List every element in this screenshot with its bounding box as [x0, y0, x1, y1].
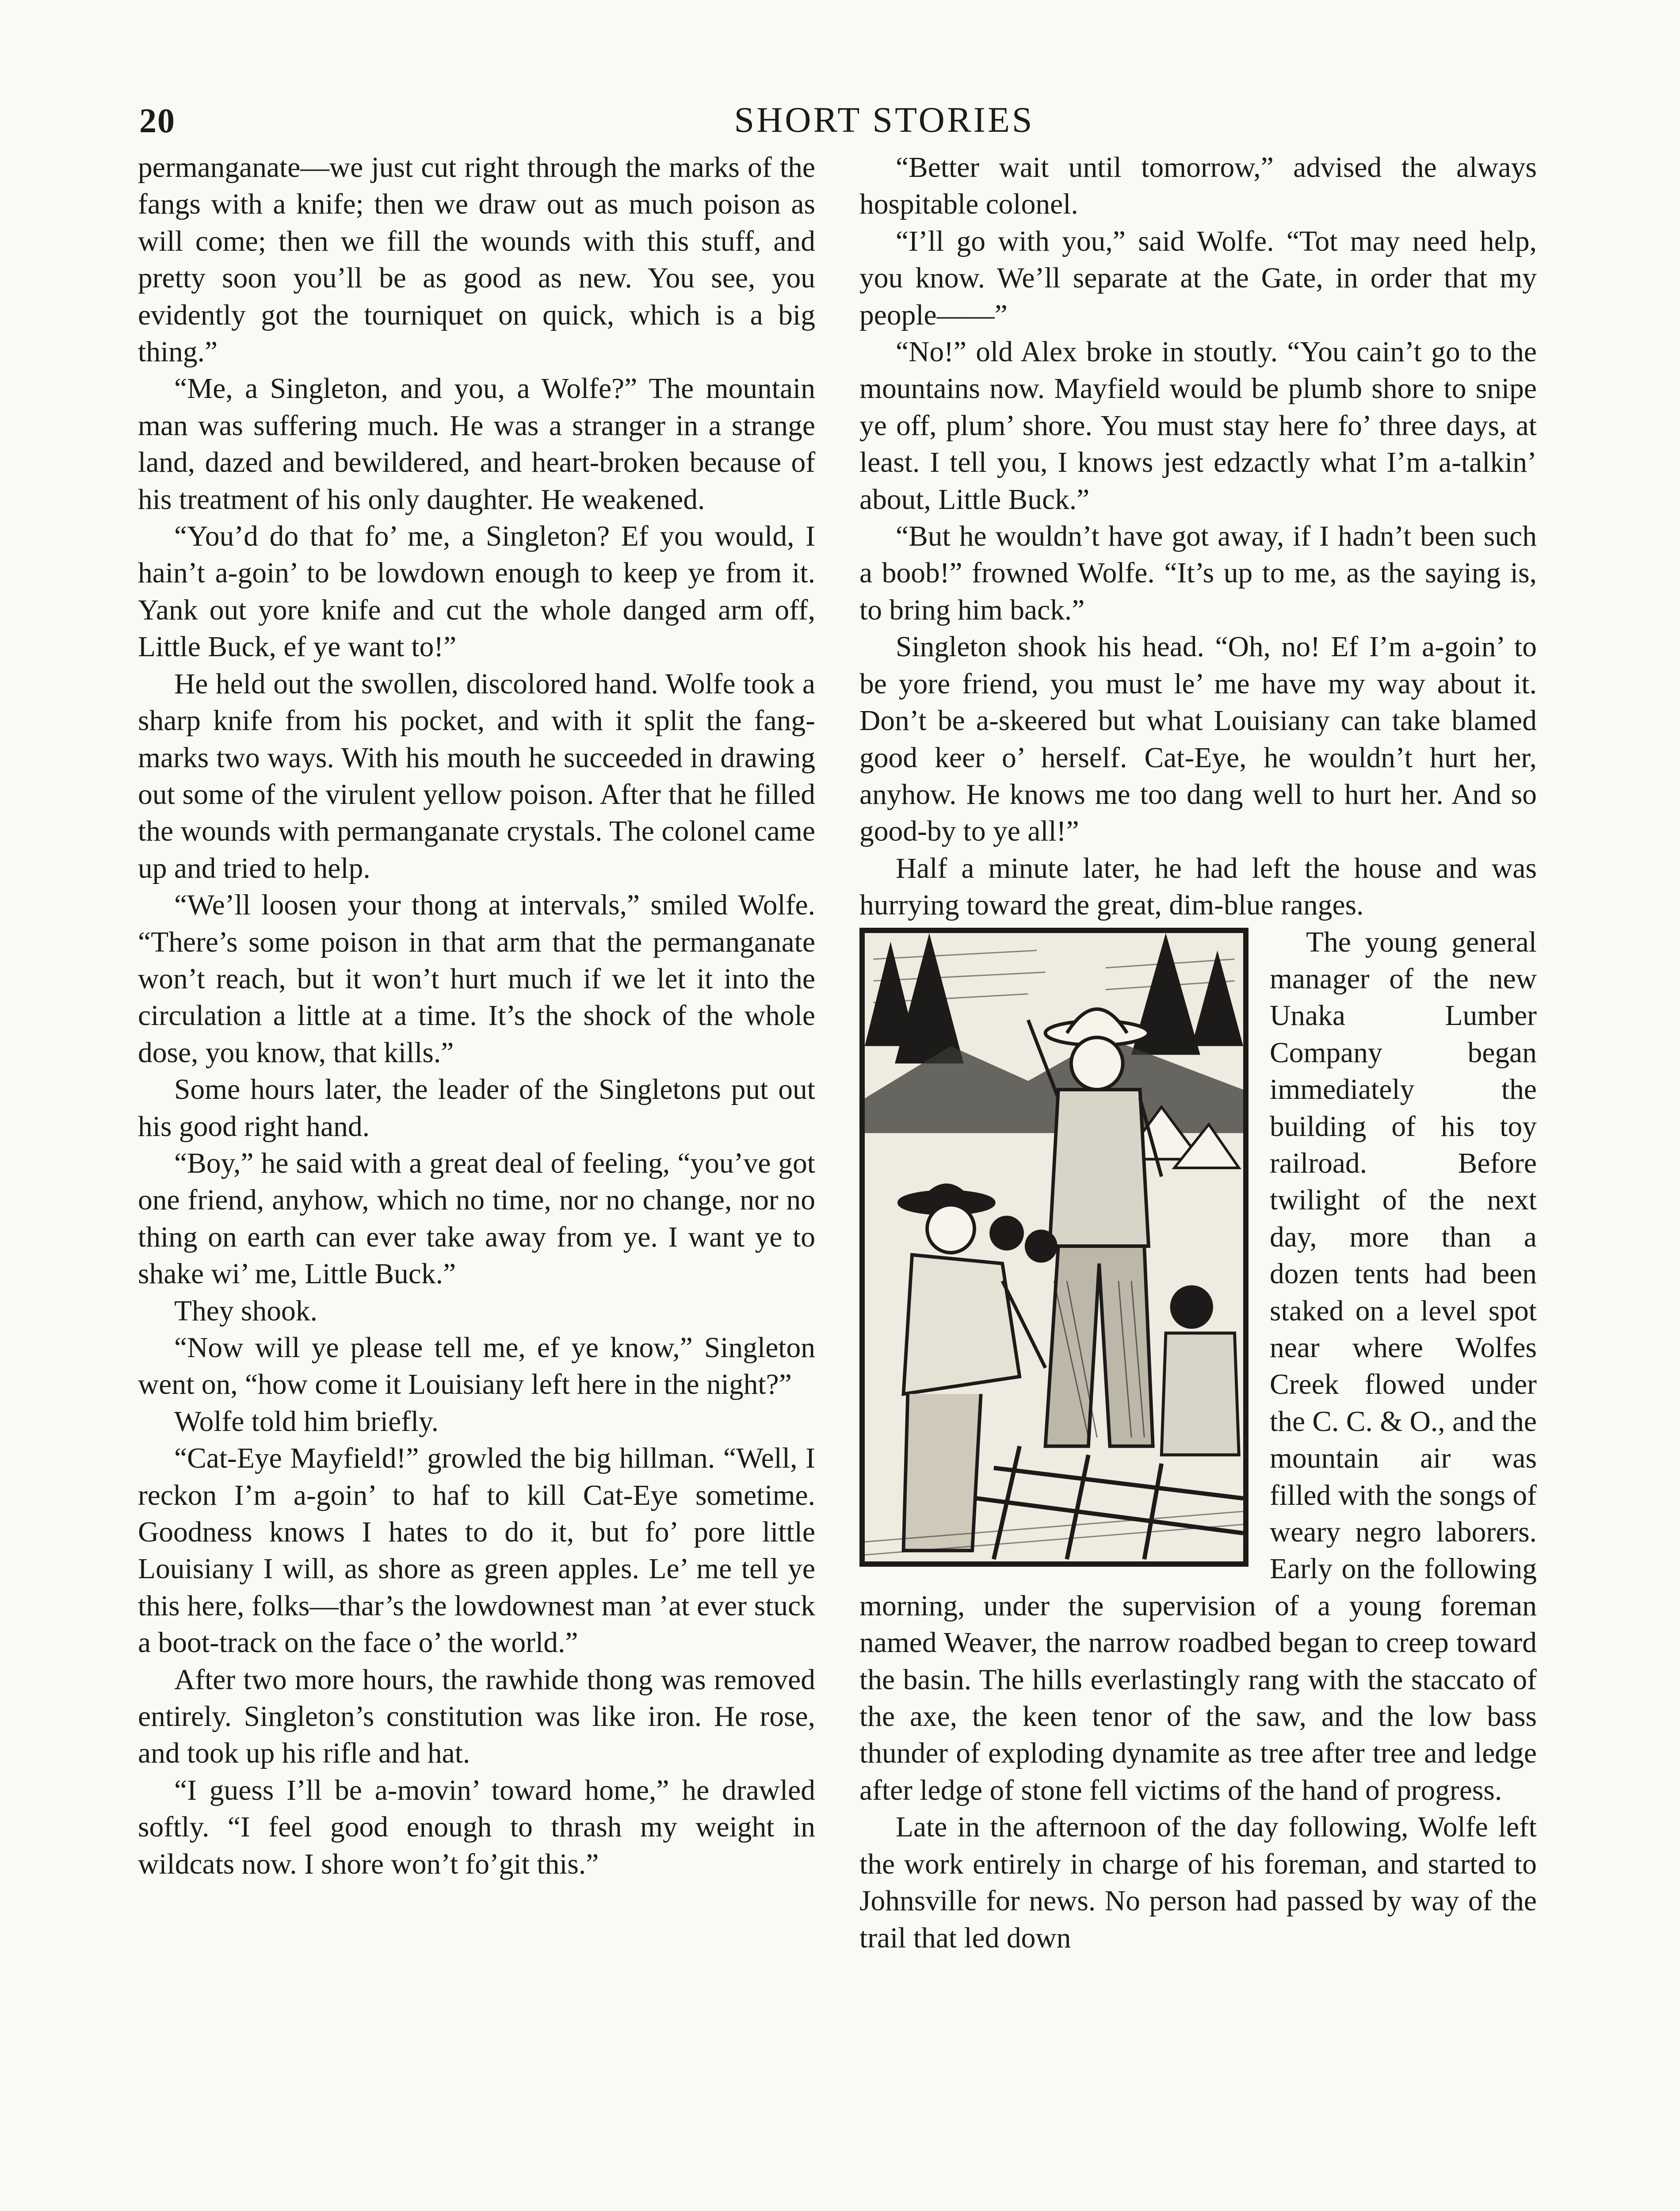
paragraph: “Boy,” he said with a great deal of feeling, “you’ve got one friend, anyhow, which no time, nor no change, nor no thing on earth can ever take away from ye. I want ye to shake wi’ me, Little Buck.” — [138, 1147, 815, 1290]
paragraph: “You’d do that fo’ me, a Singleton? Ef you would, I hain’t a-goin’ to be lowdown enough to keep ye from it. Yank out yore knife and cut the whole danged arm off, Little Buck, ef ye want to!” — [138, 520, 815, 663]
paragraph: “I’ll go with you,” said Wolfe. “Tot may need help, you know. We’ll separate at the Gate, in order that my people——” — [859, 225, 1537, 331]
paragraph: “But he wouldn’t have got away, if I hadn’t been such a boob!” frowned Wolfe. “It’s up to me, as the saying is, to bring him back.” — [859, 520, 1537, 626]
paragraph: “Now will ye please tell me, ef ye know,” Singleton went on, “how come it Louisiany left here in the night?” — [138, 1332, 815, 1401]
paragraph: Half a minute later, he had left the house and was hurrying toward the great, dim-blue ranges. — [859, 852, 1537, 922]
paragraph: They shook. — [174, 1295, 317, 1327]
paragraph: “Me, a Singleton, and you, a Wolfe?” The mountain man was suffering much. He was a stranger in a strange land, dazed and bewildered, and heart-broken because of his treatment of his only daughter. He weakened. — [138, 373, 815, 516]
paragraph: The young general manager of the new Unaka Lumber Company began immediately the building of his toy railroad. Before twilight of the next day, more than a dozen tents had been staked on a level spot near where Wolfes Creek flowed under the C. C. & O., and the mountain air was filled with the songs of weary negro laborers. Early on the following morning, under the supervision of a young foreman named Weaver, the narrow roadbed began to creep toward the basin. The hills everlastingly rang with the staccato of the axe, the keen tenor of the saw, and the low bass thunder of exploding dynamite as tree after tree and ledge after ledge of stone fell victims of the hand of progress. — [859, 926, 1537, 1806]
paragraph: He held out the swollen, discolored hand. Wolfe took a sharp knife from his pocket, and with it split the fang-marks two ways. With his mouth he succeeded in drawing out some of the virulent yellow poison. After that he filled the wounds with permanganate crystals. The colonel came up and tried to help. — [138, 668, 815, 884]
paragraph: After two more hours, the rawhide thong was removed entirely. Singleton’s constitution was like iron. He rose, and took up his rifle and hat. — [138, 1664, 815, 1770]
paragraph: permanganate—we just cut right through the marks of the fangs with a knife; then we draw out as much poison as will come; then we fill the wounds with this stuff, and pretty soon you’ll be as good as new. You see, you evidently got the tourniquet on quick, which is a big thing.” — [138, 152, 815, 368]
paragraph: Some hours later, the leader of the Singletons put out his good right hand. — [138, 1074, 815, 1143]
right-column — [859, 149, 1537, 1957]
illustration-drawing — [865, 933, 1243, 1561]
paragraph: “No!” old Alex broke in stoutly. “You cain’t go to the mountains now. Mayfield would be plumb shore to snipe ye off, plum’ shore. You must stay here fo’ three days, at least. I tell you, I knows jest edzactly what I’m a-talkin’ about, Little Buck.” — [859, 336, 1537, 516]
left-column — [138, 149, 815, 1883]
paragraph: “I guess I’ll be a-movin’ toward home,” he drawled softly. “I feel good enough to thrash my weight in wildcats now. I shore won’t fo’git this.” — [138, 1774, 815, 1880]
paragraph: “Better wait until tomorrow,” advised the always hospitable colonel. — [859, 152, 1537, 221]
paragraph: Late in the afternoon of the day following, Wolfe left the work entirely in charge of his foreman, and started to Johnsville for news. No person had passed by way of the trail that led down — [859, 1811, 1537, 1954]
paragraph: Singleton shook his head. “Oh, no! Ef I’m a-goin’ to be yore friend, you must le’ me have my way about it. Don’t be a-skeered but what Louisiany can take blamed good keer o’ herself. Cat-Eye, he wouldn’t hurt her, anyhow. He knows me too dang well to hurt her. And so good-by to ye all!” — [859, 631, 1537, 848]
paragraph: “We’ll loosen your thong at intervals,” smiled Wolfe. “There’s some poison in that arm that the permanganate won’t reach, but it won’t hurt much if we let it into the circulation a little at a time. It’s the shock of the whole dose, you know, that kills.” — [138, 889, 815, 1069]
story-illustration — [859, 928, 1249, 1567]
paragraph: Wolfe told him briefly. — [174, 1405, 439, 1438]
page-number: 20 — [139, 101, 176, 140]
running-head: SHORT STORIES — [734, 99, 1035, 140]
paragraph: “Cat-Eye Mayfield!” growled the big hillman. “Well, I reckon I’m a-goin’ to haf to kill Cat-Eye sometime. Goodness knows I hates to do it, but fo’ pore little Louisiany I will, as shore as green apples. Le’ me tell ye this here, folks—thar’s the lowdownest man ’at ever stuck a boot-track on the face o’ the world.” — [138, 1442, 815, 1659]
